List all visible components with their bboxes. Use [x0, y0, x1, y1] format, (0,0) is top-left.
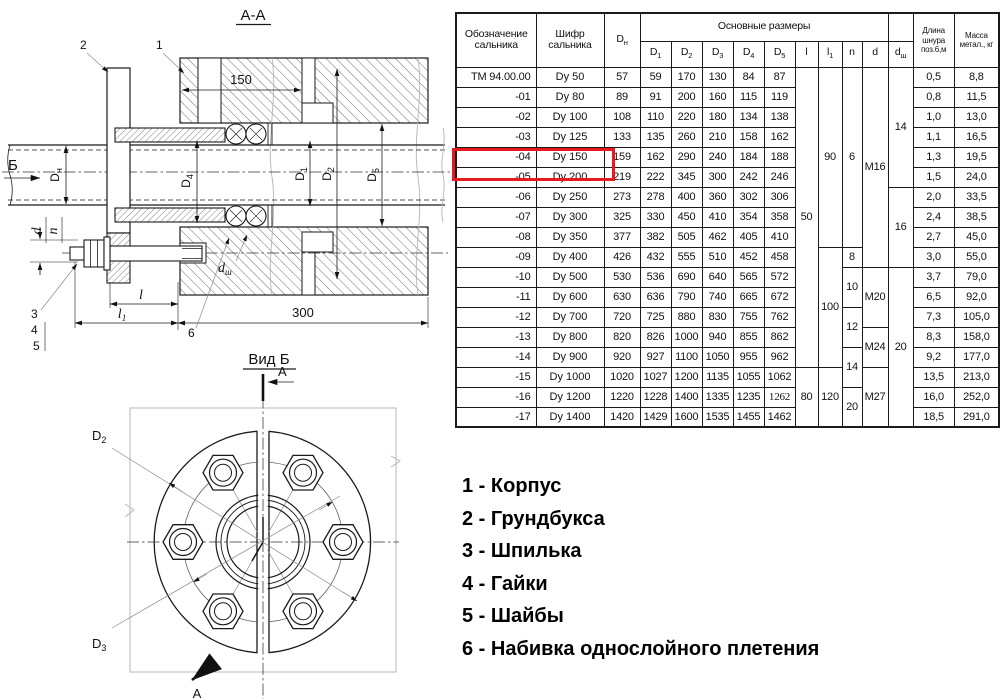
header-main-sizes: Основные размеры — [640, 13, 888, 41]
table-cell: 450 — [671, 207, 702, 227]
table-cell: -09 — [456, 247, 536, 267]
table-cell: 13,5 — [913, 367, 954, 387]
table-cell: 636 — [640, 287, 671, 307]
table-cell: Dy 400 — [536, 247, 604, 267]
table-cell: 33,5 — [954, 187, 999, 207]
table-row — [456, 147, 999, 167]
table-cell: -10 — [456, 267, 536, 287]
table-cell: 302 — [733, 187, 764, 207]
table-cell: 855 — [733, 327, 764, 347]
table-row — [456, 407, 999, 427]
header-col-l1: $l_1$ — [818, 41, 842, 67]
table-row — [456, 87, 999, 107]
table-cell: 382 — [640, 227, 671, 247]
table-cell: 510 — [702, 247, 733, 267]
table-cell: 14 — [888, 67, 913, 187]
table-cell: 920 — [604, 347, 640, 367]
table-cell: 1400 — [671, 387, 702, 407]
table-cell: 20 — [888, 267, 913, 427]
flange-view-b — [92, 351, 400, 700]
table-cell: 640 — [702, 267, 733, 287]
table-cell: 555 — [671, 247, 702, 267]
table-row — [456, 247, 999, 267]
view-b-arrow — [4, 157, 40, 178]
table-cell: 115 — [733, 87, 764, 107]
table-cell: Dy 1000 — [536, 367, 604, 387]
table-cell: 2,4 — [913, 207, 954, 227]
table-cell: 38,5 — [954, 207, 999, 227]
table-row — [456, 387, 999, 407]
table-cell: Dy 700 — [536, 307, 604, 327]
table-cell: 110 — [640, 107, 671, 127]
table-cell: Dy 125 — [536, 127, 604, 147]
table-row — [456, 167, 999, 187]
header-col-l: l — [795, 41, 818, 67]
table-cell: 1200 — [671, 367, 702, 387]
table-cell: 8,8 — [954, 67, 999, 87]
table-cell: 14 — [842, 347, 862, 387]
table-row — [456, 127, 999, 147]
table-cell: 536 — [640, 267, 671, 287]
table-row — [456, 187, 999, 207]
washer — [104, 237, 110, 270]
table-cell: 59 — [640, 67, 671, 87]
table-cell: 830 — [702, 307, 733, 327]
table-cell: 354 — [733, 207, 764, 227]
table-cell: 300 — [702, 167, 733, 187]
table-cell: 1220 — [604, 387, 640, 407]
table-cell: 452 — [733, 247, 764, 267]
callout-1: 1 — [156, 38, 163, 52]
dim-d2-view: $D_2$ — [92, 428, 107, 445]
table-row — [456, 287, 999, 307]
spec-table-container — [455, 12, 1000, 428]
table-cell: 630 — [604, 287, 640, 307]
table-cell: 100 — [818, 247, 842, 367]
table-cell: -14 — [456, 347, 536, 367]
table-cell: 565 — [733, 267, 764, 287]
table-cell: 1055 — [733, 367, 764, 387]
table-cell: 273 — [604, 187, 640, 207]
table-row — [456, 327, 999, 347]
table-cell: -12 — [456, 307, 536, 327]
table-cell: 740 — [702, 287, 733, 307]
packing-rings — [226, 123, 272, 227]
table-cell: 1,1 — [913, 127, 954, 147]
table-cell: 1455 — [733, 407, 764, 427]
table-cell: 377 — [604, 227, 640, 247]
table-cell: Dy 600 — [536, 287, 604, 307]
table-cell: 1050 — [702, 347, 733, 367]
table-cell: 3,7 — [913, 267, 954, 287]
table-cell: 87 — [764, 67, 795, 87]
table-row — [456, 67, 999, 87]
table-cell: 410 — [702, 207, 733, 227]
callout-5: 5 — [33, 339, 40, 353]
table-cell: 1335 — [702, 387, 733, 407]
dim-d1: $D_1$ — [293, 167, 309, 181]
table-cell: ТМ 94.00.00 — [456, 67, 536, 87]
table-cell: 325 — [604, 207, 640, 227]
section-mark-a-bottom: А — [192, 686, 202, 700]
table-cell: 345 — [671, 167, 702, 187]
table-cell: 690 — [671, 267, 702, 287]
table-cell: 20 — [842, 387, 862, 427]
table-cell: Dy 900 — [536, 347, 604, 367]
table-cell: 9,2 — [913, 347, 954, 367]
table-cell: 160 — [702, 87, 733, 107]
header-col-d4: $D_4$ — [733, 41, 764, 67]
table-cell: 862 — [764, 327, 795, 347]
shaft — [2, 128, 452, 222]
table-cell: M20 — [862, 267, 888, 327]
header-col-d: d — [862, 41, 888, 67]
table-cell: 826 — [640, 327, 671, 347]
header-col-d3: $D_3$ — [702, 41, 733, 67]
header-col-d2: $D_2$ — [671, 41, 702, 67]
table-cell: 572 — [764, 267, 795, 287]
table-cell: 252,0 — [954, 387, 999, 407]
table-cell: 1,0 — [913, 107, 954, 127]
table-row — [456, 347, 999, 367]
table-cell: 762 — [764, 307, 795, 327]
table-cell: 119 — [764, 87, 795, 107]
table-cell: 962 — [764, 347, 795, 367]
table-cell: 90 — [818, 67, 842, 247]
table-cell: 8,3 — [913, 327, 954, 347]
table-cell: 10 — [842, 267, 862, 307]
callout-4: 4 — [31, 323, 38, 337]
table-cell: 158 — [733, 127, 764, 147]
table-cell: 130 — [702, 67, 733, 87]
table-cell: -15 — [456, 367, 536, 387]
header-col-d1: $D_1$ — [640, 41, 671, 67]
table-cell: 6 — [842, 67, 862, 247]
table-cell: M24 — [862, 327, 888, 367]
table-cell: 672 — [764, 287, 795, 307]
table-cell: 0,5 — [913, 67, 954, 87]
table-cell: 55,0 — [954, 247, 999, 267]
dim-dn: $D_н$ — [48, 168, 64, 182]
table-cell: M27 — [862, 367, 888, 427]
table-header — [456, 13, 999, 67]
table-cell: 138 — [764, 107, 795, 127]
table-cell: 120 — [818, 367, 842, 427]
table-row — [456, 227, 999, 247]
stud-end — [70, 247, 84, 260]
dim-d: d — [30, 227, 45, 235]
table-cell: 8 — [842, 247, 862, 267]
header-cord-length: Длина шнура поз.6,м — [913, 13, 954, 67]
table-cell: 820 — [604, 327, 640, 347]
table-row — [456, 267, 999, 287]
dim-d2: $D_2$ — [320, 167, 336, 181]
dim-150: 150 — [230, 72, 252, 87]
table-cell: 462 — [702, 227, 733, 247]
table-cell: 19,5 — [954, 147, 999, 167]
table-cell: 18,5 — [913, 407, 954, 427]
table-cell: 725 — [640, 307, 671, 327]
table-cell: -05 — [456, 167, 536, 187]
table-cell: -16 — [456, 387, 536, 407]
table-cell: 188 — [764, 147, 795, 167]
table-row — [456, 107, 999, 127]
table-cell: 458 — [764, 247, 795, 267]
table-cell: 1062 — [764, 367, 795, 387]
table-cell: 16,5 — [954, 127, 999, 147]
table-cell: 1262 — [764, 387, 795, 407]
callout-6: 6 — [188, 326, 195, 340]
legend-item: 2 - Грундбукса — [462, 507, 605, 530]
table-cell: 210 — [702, 127, 733, 147]
table-cell: Dy 50 — [536, 67, 604, 87]
table-cell: 505 — [671, 227, 702, 247]
table-cell: 1020 — [604, 367, 640, 387]
table-cell: -01 — [456, 87, 536, 107]
legend — [462, 470, 819, 665]
table-cell: 57 — [604, 67, 640, 87]
table-row — [456, 207, 999, 227]
header-col-d5: $D_5$ — [764, 41, 795, 67]
table-cell: 177,0 — [954, 347, 999, 367]
table-cell: 1535 — [702, 407, 733, 427]
table-cell: 91 — [640, 87, 671, 107]
table-cell: 7,3 — [913, 307, 954, 327]
dim-d5: $D_5$ — [365, 168, 381, 182]
table-cell: 219 — [604, 167, 640, 187]
table-cell: -11 — [456, 287, 536, 307]
table-cell: 180 — [702, 107, 733, 127]
table-cell: 278 — [640, 187, 671, 207]
dim-n: n — [46, 227, 61, 235]
table-cell: 927 — [640, 347, 671, 367]
table-cell: 0,8 — [913, 87, 954, 107]
table-cell: 790 — [671, 287, 702, 307]
table-cell: 92,0 — [954, 287, 999, 307]
table-cell: Dy 80 — [536, 87, 604, 107]
table-cell: 360 — [702, 187, 733, 207]
table-cell: 290 — [671, 147, 702, 167]
dim-300: 300 — [292, 305, 314, 320]
table-cell: Dy 250 — [536, 187, 604, 207]
table-cell: 940 — [702, 327, 733, 347]
table-cell: 1600 — [671, 407, 702, 427]
table-cell: 720 — [604, 307, 640, 327]
table-cell: 16,0 — [913, 387, 954, 407]
table-cell: 530 — [604, 267, 640, 287]
table-cell: Dy 300 — [536, 207, 604, 227]
table-cell: 755 — [733, 307, 764, 327]
table-cell: 1000 — [671, 327, 702, 347]
dim-d3-view: $D_3$ — [92, 636, 107, 653]
hex-nut — [84, 240, 104, 267]
legend-item: 3 - Шпилька — [462, 540, 582, 562]
table-cell: 222 — [640, 167, 671, 187]
table-cell: 220 — [671, 107, 702, 127]
table-cell: 410 — [764, 227, 795, 247]
table-cell: 6,5 — [913, 287, 954, 307]
table-cell: 80 — [795, 367, 818, 427]
table-cell: 24,0 — [954, 167, 999, 187]
table-cell: 84 — [733, 67, 764, 87]
table-cell: 358 — [764, 207, 795, 227]
table-cell: 13,0 — [954, 107, 999, 127]
callout-2: 2 — [80, 38, 87, 52]
table-body — [456, 67, 999, 427]
table-cell: -07 — [456, 207, 536, 227]
table-cell: 240 — [702, 147, 733, 167]
table-cell: -17 — [456, 407, 536, 427]
dim-l1: $l_1$ — [117, 307, 127, 323]
table-cell: 426 — [604, 247, 640, 267]
callout-3: 3 — [31, 307, 38, 321]
header-col-dsh: $d_ш$ — [888, 41, 913, 67]
table-cell: 16 — [888, 187, 913, 267]
table-cell: 291,0 — [954, 407, 999, 427]
table-cell: 242 — [733, 167, 764, 187]
table-cell: Dy 500 — [536, 267, 604, 287]
table-cell: 105,0 — [954, 307, 999, 327]
table-cell: 330 — [640, 207, 671, 227]
table-cell: -13 — [456, 327, 536, 347]
spec-table — [455, 12, 1000, 428]
table-cell: 12 — [842, 307, 862, 347]
section-view-a-a — [2, 7, 452, 353]
table-row — [456, 307, 999, 327]
table-cell: 162 — [640, 147, 671, 167]
table-cell: 133 — [604, 127, 640, 147]
table-row — [456, 367, 999, 387]
table-cell: 213,0 — [954, 367, 999, 387]
table-cell: 2,7 — [913, 227, 954, 247]
table-cell: 3,0 — [913, 247, 954, 267]
table-cell: -04 — [456, 147, 536, 167]
header-designation: Обозначение сальника — [456, 13, 536, 67]
header-col-n: n — [842, 41, 862, 67]
b-arrow-label: Б — [8, 157, 18, 174]
table-cell: 159 — [604, 147, 640, 167]
table-cell: -02 — [456, 107, 536, 127]
table-cell: Dy 800 — [536, 327, 604, 347]
dim-d4: $D_4$ — [179, 174, 195, 188]
header-code: Шифр сальника — [536, 13, 604, 67]
table-cell: 184 — [733, 147, 764, 167]
legend-item: 1 - Корпус — [462, 475, 562, 497]
table-cell: 1462 — [764, 407, 795, 427]
table-cell: -06 — [456, 187, 536, 207]
table-cell: 955 — [733, 347, 764, 367]
table-cell: 1228 — [640, 387, 671, 407]
table-cell: Dy 150 — [536, 147, 604, 167]
engineering-drawing — [0, 0, 455, 700]
table-cell: Dy 350 — [536, 227, 604, 247]
table-cell: 1235 — [733, 387, 764, 407]
table-cell: 134 — [733, 107, 764, 127]
table-cell: 260 — [671, 127, 702, 147]
table-cell: 108 — [604, 107, 640, 127]
header-dn: $D_н$ — [604, 13, 640, 67]
table-cell: 1135 — [702, 367, 733, 387]
table-cell: 432 — [640, 247, 671, 267]
table-cell: 89 — [604, 87, 640, 107]
section-mark-a-top: А — [278, 364, 287, 379]
header-mass: Масса метал., кг — [954, 13, 999, 67]
table-cell: Dy 1200 — [536, 387, 604, 407]
dim-dsh: $d_ш$ — [218, 261, 232, 277]
table-cell: 405 — [733, 227, 764, 247]
table-cell: 1027 — [640, 367, 671, 387]
table-cell: -08 — [456, 227, 536, 247]
legend-item: 5 - Шайбы — [462, 605, 564, 627]
table-cell: 1429 — [640, 407, 671, 427]
section-title: А-А — [240, 7, 266, 24]
legend-item: 6 - Набивка однослойного плетения — [462, 637, 820, 660]
table-cell: 246 — [764, 167, 795, 187]
table-cell: 1420 — [604, 407, 640, 427]
table-cell: 50 — [795, 67, 818, 367]
table-cell: 665 — [733, 287, 764, 307]
table-cell: 79,0 — [954, 267, 999, 287]
legend-item: 4 - Гайки — [462, 572, 548, 595]
table-cell: 158,0 — [954, 327, 999, 347]
table-cell: 162 — [764, 127, 795, 147]
table-cell: 1,3 — [913, 147, 954, 167]
view-title: Вид Б — [248, 351, 290, 368]
table-cell: 135 — [640, 127, 671, 147]
dim-l: l — [139, 288, 143, 303]
table-cell: Dy 1400 — [536, 407, 604, 427]
table-cell: 400 — [671, 187, 702, 207]
table-cell: 1100 — [671, 347, 702, 367]
table-cell: Dy 200 — [536, 167, 604, 187]
table-cell: M16 — [862, 67, 888, 267]
table-cell: 200 — [671, 87, 702, 107]
table-cell: 11,5 — [954, 87, 999, 107]
table-cell: 2,0 — [913, 187, 954, 207]
table-cell: 170 — [671, 67, 702, 87]
table-cell: 306 — [764, 187, 795, 207]
table-cell: Dy 100 — [536, 107, 604, 127]
table-cell: 1,5 — [913, 167, 954, 187]
header-empty-cell — [888, 13, 913, 41]
table-cell: 880 — [671, 307, 702, 327]
table-cell: 45,0 — [954, 227, 999, 247]
table-cell: -03 — [456, 127, 536, 147]
